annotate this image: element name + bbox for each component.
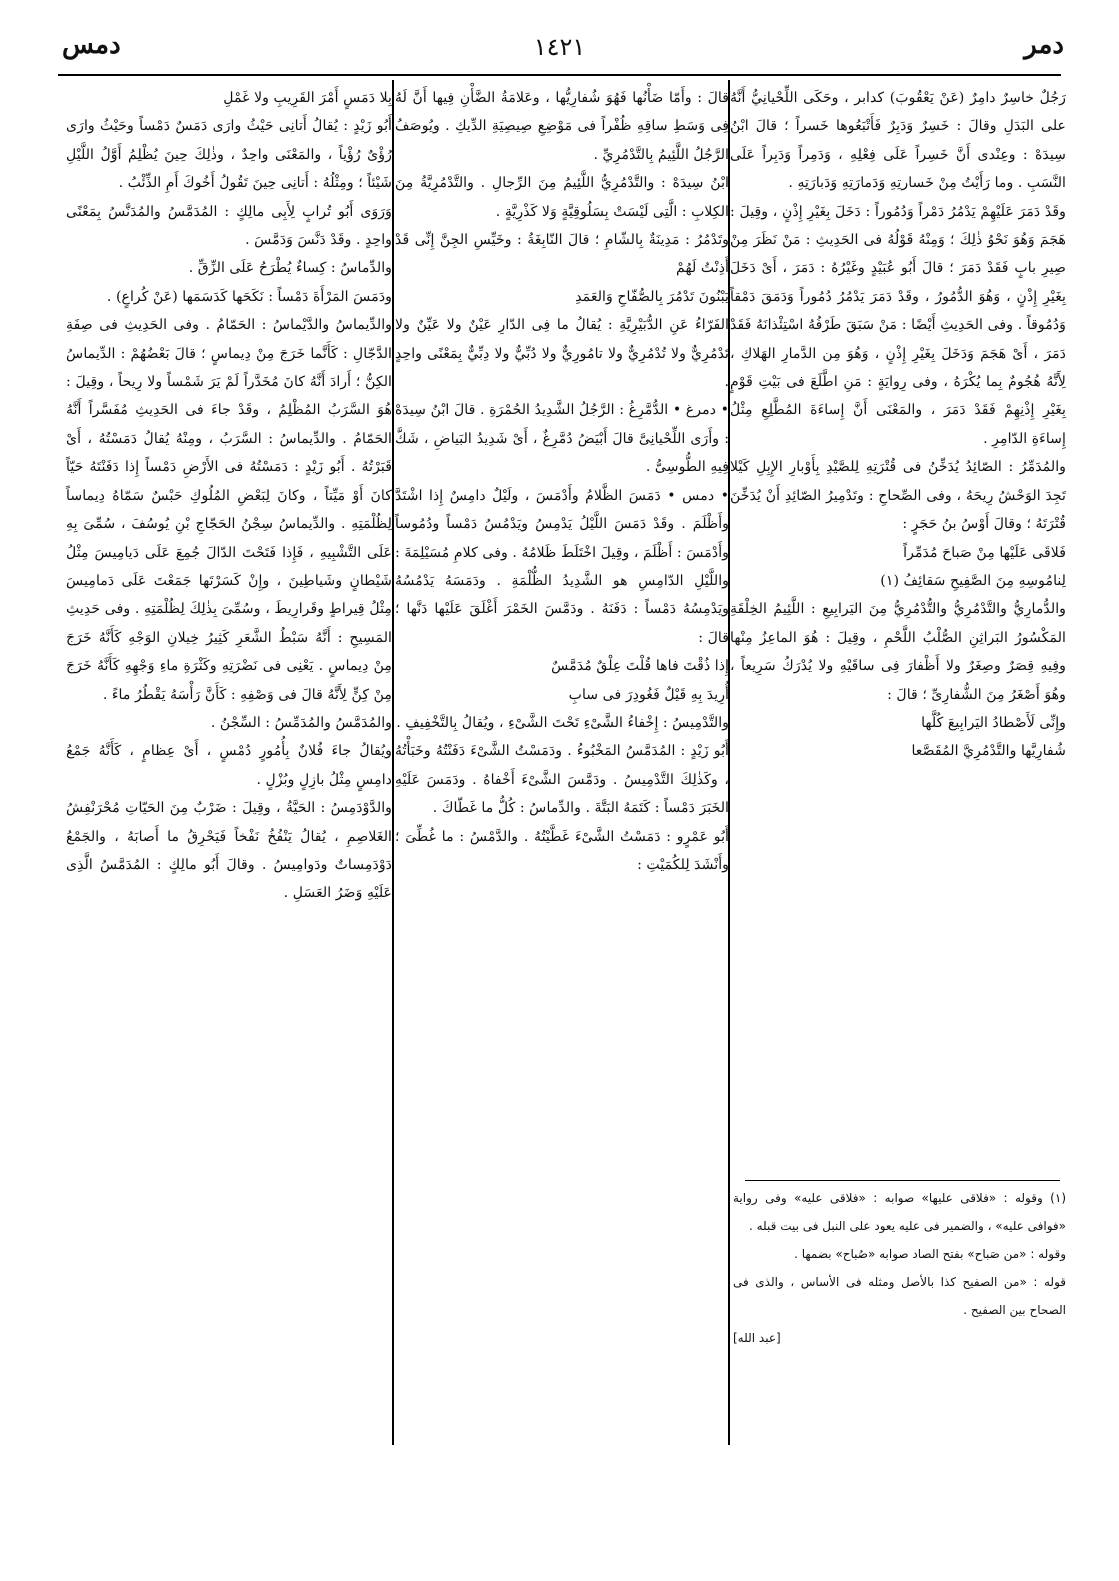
header-rule xyxy=(58,74,1061,76)
footnote: وقوله : «من صَباح» بفتح الصاد صوابه «صُباح» بضمها . xyxy=(794,1247,1066,1261)
entry-paragraph: والتَّدْمِيسُ : إِخْفاءُ الشَّىْءِ تَحْتَ الشَّىْءِ ، ويُقالُ بِالتَّخْفِيفِ . xyxy=(396,714,729,731)
entry-paragraph: وقَدْ دَمَرَ عَلَيْهِمْ يَدْمُرُ دَمْراً وَدُمُوراً : دَخَلَ بِغَيْرِ إِذْنٍ ، وقِيلَ : هَجَمَ وَهُوَ نَحْوُ ذٰلِكَ ؛ وَمِنْهُ قَوْلُهُ فى الحَدِيثِ : مَنْ نَظَرَ مِنْ صِيرِ بابٍ فَقَدْ دَمَرَ ؛ قالَ أَبُو عُبَيْدٍ وغَيْرُهُ : دَمَرَ ، أَىْ دَخَلَ بِغَيْرِ إِذْنٍ ، وَهُوَ الدُّمُورُ ، وقَدْ دَمَرَ يَدْمُرُ دُمُوراً وَدَمَقَ دَمْقاً وَدُمُوقاً . وفى الحَدِيثِ أَيْضًا : مَنْ سَبَقَ طَرْفُهُ اسْتِئْذانَهُ فَقَدْ دَمَرَ ، أَىْ هَجَمَ وَدَخَلَ بِغَيْرِ إِذْنٍ ، وَهُوَ مِن الدَّمارِ الهَلاكِ ، لِأَنَّهُ هُجُومٌ بِما يُكْرَهُ ، وفى رِوايَةٍ : مَنِ اطَّلَعَ فى بَيْتِ قَوْمٍ بِغَيْرِ إِذْنِهِمْ فَقَدْ دَمَرَ ، والمَعْنَى أَنَّ إِساءَةَ المُطَّلِعِ مِثْلُ إِساءَةِ الدّامِرِ . xyxy=(730,203,1066,447)
entry-paragraph: أَبُو زَيْدٍ : يُقالُ أَتانِى حَيْثُ وارَى دَمَسٌ دَمْساً وحَيْثُ وارَى رُؤْىٌ رُؤْياً ، والمَعْنَى واحِدٌ ، وذٰلِكَ حِينَ يُظْلِمُ أَوَّلُ اللَّيْلِ شَيْئاً ؛ ومِثْلُهُ : أَتانِى حِينَ تَقُولُ أَخُوكَ أَمِ الذِّئْبُ . xyxy=(66,118,392,192)
entry-paragraph: والدَّوْدَمِسُ : الحَيَّةُ ، وقِيلَ : ضَرْبٌ مِنَ الحَيّاتِ مُحْرَنْفِشُ الغَلاصِمِ ، يُقالُ يَنْفُخُ نَفْخاً فَيَحْرِقُ ما أَصابَهُ ، والجَمْعُ دَوْدَمِساتٌ ودَوامِيسُ . وقالَ أَبُو مالِكٍ : المُدَمَّسُ الَّذِى عَلَيْهِ وَضَرُ العَسَلِ . xyxy=(66,800,392,902)
entry-paragraph: ابْنُ سِيدَهْ : والتَّدْمُرِيُّ اللَّئِيمُ مِنَ الرِّجالِ . والتَّدْمُرِيَّةُ مِنَ الكِلابِ : الَّتِى لَيْسَتْ بِسَلُوقِيَّةٍ وَلا كَذْرِيَّةٍ . xyxy=(395,175,729,220)
entry-paragraph: والمُدَمَّسُ والمُدَمِّسُ : السِّجْنُ . xyxy=(210,714,392,731)
entry-paragraph: والدِّماسُ : كِساءٌ يُطْرَحُ عَلَى الزِّقِّ . xyxy=(188,260,392,277)
verse-line: فَلاقَى عَلَيْها مِنْ صَباحَ مُدَمِّراً xyxy=(903,544,1066,561)
footnote-rule xyxy=(745,1180,1060,1181)
verse-line: لِنامُوسِهِ مِنَ الصَّفِيحِ سَقائِفُ (١) xyxy=(880,572,1066,589)
header-right-word: دمر xyxy=(1024,30,1064,60)
header-left-word: دمس xyxy=(62,30,121,60)
verse-line: شُفارِيَّها والتَّدْمُرِيَّ المُقَصَّعا xyxy=(911,743,1066,760)
entry-paragraph: ودَمَسَ المَرْأَةَ دَمْساً : نَكَحَها كَدَسَمَها (عَنْ كُراعٍ) . xyxy=(106,288,392,305)
entry-paragraph: رَجُلٌ خاسِرٌ دامِرٌ (عَنْ يَعْقُوبَ) كدابر ، وحَكَى اللِّحْيانِيُّ أَنَّهُ على البَدَلِ وقالَ : خَسِرٌ وَدَبِرٌ فَأَتْبَعُوها خَسراً ؛ قالَ ابْنُ سِيدَهْ : وعِنْدى أَنَّ خَسِراً عَلَى فِعْلِهِ ، وَدَمِراً وَدَبِراً عَلَى النَّسَبِ . وما رَأَيْتُ مِنْ خَسارتِهِ وَدَمارَتِهِ وَدَبارَتِهِ . xyxy=(730,90,1066,192)
entry-paragraph: ويُقالُ جاءَ فُلانٌ بِأُمُورٍ دُمْسٍ ، أَىْ عِظامٍ ، كَأَنَّهُ جَمْعُ دامِسٍ مِثْلُ بازِلٍ وبُزْلٍ . xyxy=(66,743,392,788)
verse-line: يَبْنُونَ تَدْمُرَ بِالصُّفّاحِ وَالعَمَدِ xyxy=(575,288,729,305)
entry-paragraph: والمُدَمِّرُ : الصّائِدُ يُدَخِّنُ فى قُتْرَتِهِ لِلصَّيْدِ بِأَوْبارِ الإِبِلِ كَيْلا تَجِدَ الوَحْشُ رِيحَهُ ، وفى الصِّحاحِ : وتَدْمِيرُ الصّائِدِ أَنْ يُدَخِّنَ قُتْرَتَهُ ؛ وقالَ أَوْسُ بنُ حَجَرٍ : xyxy=(730,459,1066,533)
page-number: ١٤٢١ xyxy=(533,33,586,61)
verse-line: أُرِيدَ بِهِ قَيْلٌ فَغُودِرَ فى سابِ xyxy=(568,686,729,703)
entry-paragraph: قالَ : وأَمّا ضَأْنُها فَهُوَ شُفارِيُّها ، وعَلامَةُ الضَّأْنِ فِيها أَنَّ لَهُ فِى وَسَطِ ساقِهِ ظُفْراً فى مَوْضِعِ صِيصِيَةِ الدِّيكِ . ويُوصَفُ الرَّجُلُ اللَّئِيمُ بِالتَّدْمُرِيِّ . xyxy=(395,90,729,163)
footnote: (١) وقوله : «فلاقى عليها» صوابه : «فلاقى عليه» وفى رواية «فوافى عليه» ، والضمير فى عليه يعود على النبل فى بيت قبله . xyxy=(733,1191,1066,1233)
entry-heading-damragh: • دمرغ • الدُّمَّرِغُ : الرَّجُلُ الشَّدِيدُ الحُمْرَةِ . قالَ ابْنُ سِيدَهْ : وأَرَى اللِّحْيانِىَّ قالَ أَبْيَضُ دُمَّرِغٌ ، أَىْ شَدِيدُ البَياضِ ، شَكَّ فِيهِ الطُّوسِىُّ . xyxy=(395,402,729,476)
column-right xyxy=(730,84,1066,1217)
entry-paragraph: والدِّيماسُ والدَّيْماسُ : الحَمّامُ . وفى الحَدِيثِ فى صِفَةِ الدَّجّالِ : كَأَنَّما خَرَجَ مِنْ دِيماسٍ ؛ قالَ بَعْضُهُمْ : الدِّيماسُ الكِنُّ ؛ أَرادَ أَنَّهُ كانَ مُخَدَّراً لَمْ يَرَ شَمْساً ولا رِيحاً ، وقِيلَ : هُوَ السَّرَبُ المُظْلِمُ ، وقَدْ جاءَ فى الحَدِيثِ مُفَسَّراً أَنَّهُ الحَمّامُ . والدِّيماسُ : السَّرَبُ ، ومِنْهُ يُقالُ دَمَسْتُهُ ، أَىْ قَبَرْتُهُ . أَبُو زَيْدٍ : دَمَسْتُهُ فى الأَرْضِ دَمْساً إِذا دَفَنْتَهُ حَيّاً كانَ أَوْ مَيِّتاً ، وكانَ لِبَعْضِ المُلُوكِ حَبْسٌ سَمّاهُ دِيماساً لِظُلْمَتِهِ . والدِّيماسُ سِجْنُ الحَجّاجِ بْنِ يُوسُفَ ، سُمِّىَ بِهِ عَلَى التَّشْبِيهِ ، فَإِذا فَتَحْتَ الدّالَ جُمِعَ عَلَى دَيامِيسَ مِثْلُ شَيْطانٍ وشَياطِينَ ، وإِنْ كَسَرْتَها جَمَعْتَ عَلَى دَمامِيسَ مِثْلُ قِيراطٍ وقَرارِيطَ ، وسُمِّىَ بِذٰلِكَ لِظُلْمَتِهِ . وفى حَدِيثِ المَسِيحِ : أَنَّهُ سَبْطُ الشَّعَرِ كَثِيرُ خِيلانِ الوَجْهِ كَأَنَّهُ خَرَجَ مِنْ دِيماسٍ . يَعْنِى فى نَضْرَتِهِ وكَثْرَةِ ماءِ وَجْهِهِ كَأَنَّهُ خَرَجَ مِنْ كِنٍّ لِأَنَّهُ قالَ فى وَصْفِهِ : كَأَنَّ رَأْسَهُ يَقْطُرُ ماءً . xyxy=(66,317,392,703)
entry-paragraph: أَبُو زَيْدٍ : المُدَمَّسُ المَخْبُوءُ . ودَمَسْتُ الشَّىْءَ دَفَنْتُهُ وخَبَأْتُهُ ، وكَذٰلِكَ التَّدْمِيسُ . ودَمَّسَ الشَّىْءَ أَخْفاهُ . ودَمَسَ عَلَيْهِ الخَبَرَ دَمْساً : كَتَمَهُ البَتَّةَ . والدِّماسُ : كُلُّ ما غَطّاكَ . xyxy=(395,743,729,817)
entry-paragraph: والدُّمارِيُّ والتَّدْمُرِيُّ والتُّدْمُرِيُّ مِنَ اليَرابِيعِ : اللَّئِيمُ الخِلْقَةِ المَكْسُورُ البَراثِنِ الصُّلْبُ اللَّحْمِ ، وقِيلَ : هُوَ الماعِزُ مِنْها وفِيهِ قِصَرٌ وصِغَرٌ ولا أَظْفارَ فِى ساقَيْهِ ولا يُدْرَكُ سَرِيعاً ، وهُوَ أَصْغَرُ مِنَ الشُّفارِىِّ ؛ قالَ : xyxy=(730,601,1066,703)
footnote: قوله : «من الصفيح كذا بالأصل ومثله فى الأساس ، والذى فى الصحاح بين الصفيح . xyxy=(733,1275,1066,1317)
entry-paragraph: الفَرّاءُ عَنِ الدُّبَيْرِيَّةِ : يُقالُ ما فِى الدّارِ عَيْنٌ ولا عَيِّنٌ ولا تَدْمُرِيٌّ ولا تُدْمُرِيٌّ ولا تامُورِيٌّ ولا دُبِّيٌّ ولا دِبِّيٌّ بِمَعْنًى واحِدٍ . xyxy=(395,317,729,391)
footnotes xyxy=(733,1184,1066,1352)
entry-paragraph: وَرَوَى أَبُو تُرابٍ لِأَبِى مالِكٍ : المُدَمَّسُ والمُدَنَّسُ بِمَعْنًى واحِدٍ . وقَدْ دَنَّسَ وَدَمَّسَ . xyxy=(66,203,392,249)
entry-paragraph: وتَدْمُرُ : مَدِينَةٌ بِالشّامِ ؛ قالَ النّابِغَةُ : وخَيِّسِ الجِنَّ إِنِّى قَدْ أَذِنْتُ لَهُمْ xyxy=(395,232,729,277)
verse-line: وإِنِّى لَأَصْطادُ اليَرابِيعَ كُلَّها xyxy=(921,714,1066,731)
column-left xyxy=(66,84,392,908)
entry-paragraph: أَبُو عَمْرٍو : دَمَسْتُ الشَّىْءَ غَطَّيْتُهُ . والدَّمْسُ : ما غُطِّىَ ؛ وأَنْشَدَ لِلكُمَيْتِ : xyxy=(395,828,729,873)
entry-heading-dams: • دمس • دَمَسَ الظَّلامُ وأَدْمَسَ ، ولَيْلٌ دامِسٌ إِذا اشْتَدَّ وأَظْلَمَ . وقَدْ دَمَسَ اللَّيْلُ يَدْمِسُ ويَدْمُسُ دَمْساً ودُمُوساً وأَدْمَسَ : أَظْلَمَ ، وقِيلَ اخْتَلَطَ ظَلامُهُ . وفى كلامِ مُسَيْلِمَةَ : واللَّيْلِ الدّامِسِ هو الشَّدِيدُ الظُّلْمَةِ . ودَمَسَهُ يَدْمُسُهُ ويَدْمِسُهُ دَمْساً : دَفَنَهُ . ودَمَّسَ الخَمْرَ أَغْلَقَ عَلَيْها دَنَّها ؛ قالَ : xyxy=(395,487,729,646)
footnote-signature: [عبد الله] xyxy=(733,1331,781,1345)
column-divider-left xyxy=(392,80,394,1445)
column-middle xyxy=(395,84,729,879)
verse-line: بِلا دَمَسٍ أَمْرَ القَرِيبِ ولا غَمْلِ xyxy=(223,90,392,106)
verse-line: إِذا ذُقْتَ فاها قُلْتَ عِلْقٌ مُدَمَّسٌ xyxy=(551,658,729,675)
